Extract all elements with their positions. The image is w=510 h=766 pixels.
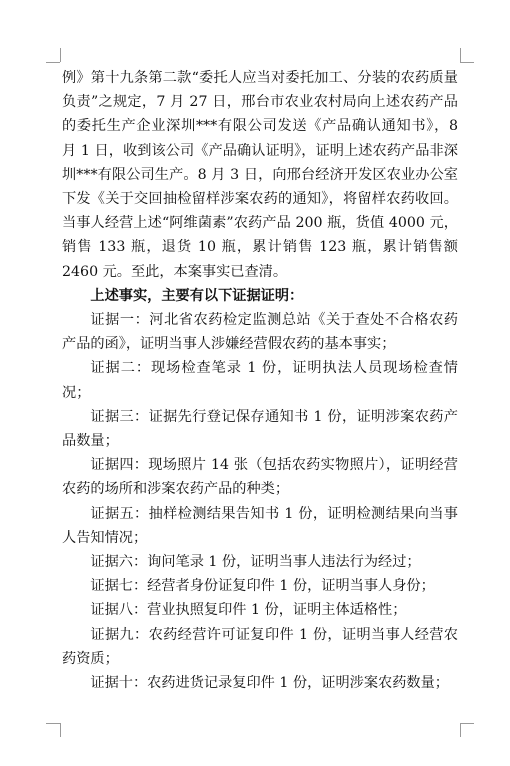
evidence-item-7: 证据七：经营者身份证复印件 1 份，证明当事人身份； [90, 578, 435, 595]
crop-mark-bottom-right-h [460, 723, 474, 724]
crop-mark-bottom-right-v [460, 723, 461, 737]
evidence-item-3: 证据三：证据先行登记保存通知书 1 份，证明涉案农药产品数量； [62, 408, 458, 450]
crop-mark-bottom-left-h [46, 723, 60, 724]
evidence-item-8: 证据八：营业执照复印件 1 份，证明主体适格性； [90, 602, 407, 619]
evidence-item-2: 证据二：现场检查笔录 1 份，证明执法人员现场检查情况； [62, 360, 458, 401]
evidence-item-6: 证据六：询问笔录 1 份，证明当事人违法行为经过； [90, 554, 421, 571]
crop-mark-top-left-h [46, 62, 60, 63]
evidence-item-10: 证据十：农药进货记录复印件 1 份，证明涉案农药数量； [90, 675, 449, 692]
crop-mark-top-right-h [460, 62, 474, 63]
crop-mark-top-right-v [460, 48, 461, 62]
evidence-item-9: 证据九：农药经营许可证复印件 1 份，证明当事人经营农药资质； [62, 626, 458, 667]
document-body [62, 66, 458, 695]
crop-mark-top-left-v [60, 48, 61, 62]
evidence-item-4: 证据四：现场照片 14 张（包括农药实物照片），证明经营农药的场所和涉案农药产品的种类； [62, 457, 458, 498]
evidence-heading: 上述事实，主要有以下证据证明： [90, 287, 304, 304]
evidence-item-1: 证据一：河北省农药检定监测总站《关于查处不合格农药产品的函》，证明当事人涉嫌经营假农药的基本事实； [62, 312, 458, 353]
evidence-item-5: 证据五：抽样检测结果告知书 1 份，证明检测结果向当事人告知情况； [62, 505, 458, 546]
paragraph-case-facts: 例》第十九条第二款“委托人应当对委托加工、分装的农药质量负责”之规定，7 月 27 日，邢台市农业农村局向上述农药产品的委托生产企业深圳***有限公司发送《产品确认通知书》，8 月 1 日，收到该公司《产品确认证明》，证明上述农药产品非深圳***有限公司生产。8 月 3 日，向邢台经济开发区农业办公室下发《关于交回抽检留样涉案农药的通知》，将留样农药收回。当事人经营上述“阿维菌素”农药产品 200 瓶，货值 4000 元，销售 133 瓶，退货 10 瓶，累计销售 123 瓶，累计销售额 2460 元。至此，本案事实已查清。 [62, 70, 458, 280]
crop-mark-bottom-left-v [60, 723, 61, 737]
